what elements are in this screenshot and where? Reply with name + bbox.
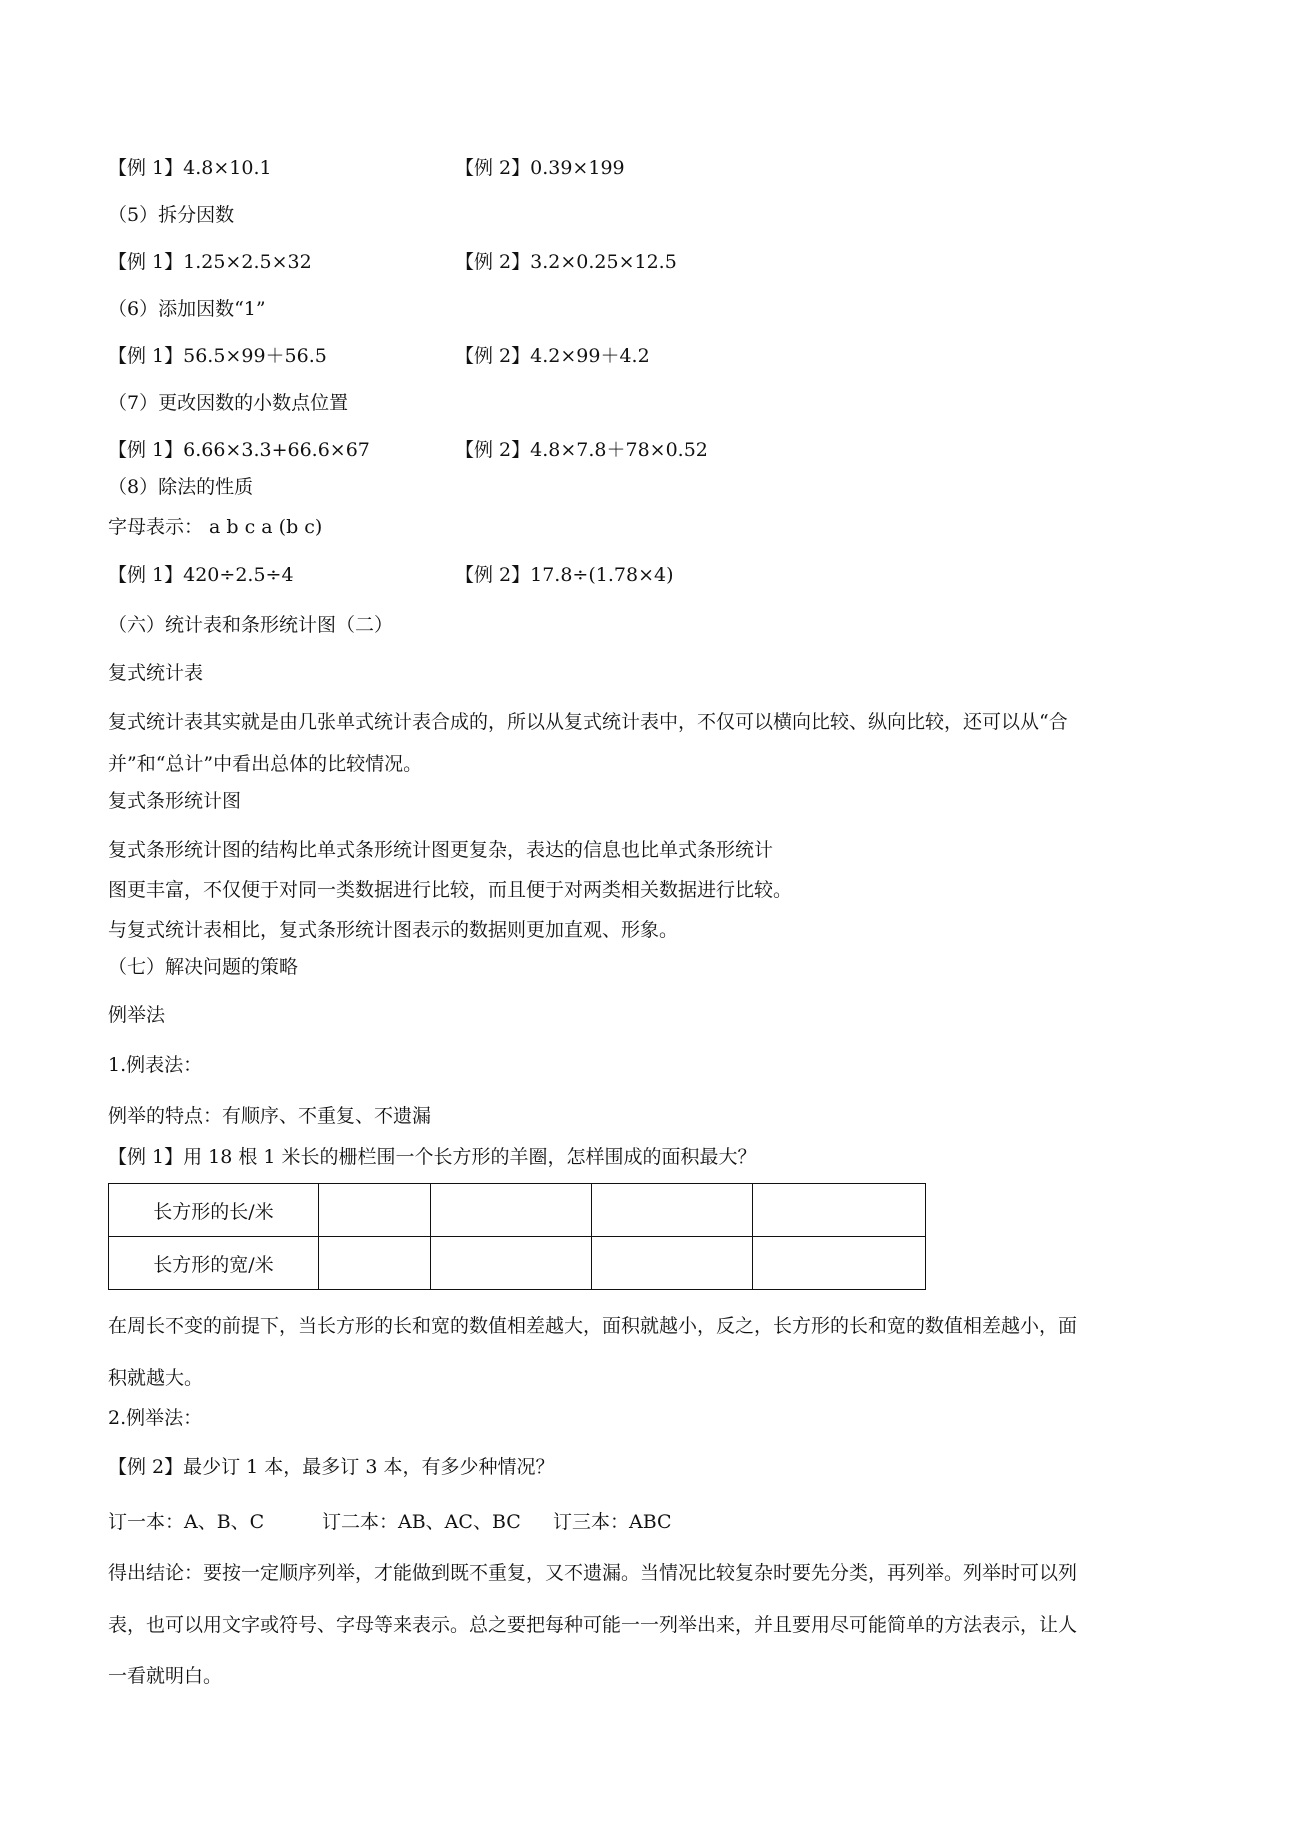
compound-table-para-line2: 并”和“总计”中看出总体的比较情况。 — [108, 753, 423, 775]
result-line3: 一看就明白。 — [108, 1665, 223, 1687]
section-seven-heading: （七）解决问题的策略 — [108, 956, 299, 978]
table-cell — [319, 1237, 431, 1290]
compound-bar-para-line3: 与复式统计表相比，复式条形统计图表示的数据则更加直观、形象。 — [108, 919, 679, 941]
compound-table-title: 复式统计表 — [108, 662, 204, 684]
heading-add-factor-one: （6）添加因数“1” — [108, 298, 266, 320]
heading-division-property: （8）除法的性质 — [108, 476, 254, 498]
table-row — [109, 1237, 926, 1290]
example-1-question: 【例 1】用 18 根 1 米长的栅栏围一个长方形的羊圈，怎样围成的面积最大？ — [108, 1146, 757, 1168]
compound-bar-chart-title: 复式条形统计图 — [108, 790, 242, 812]
rectangle-size-table — [108, 1183, 926, 1290]
letter-representation: 字母表示： a b c a (b c) — [108, 516, 323, 538]
example-2-division: 【例 2】17.8÷(1.78×4) — [455, 564, 674, 586]
enumeration-title: 例举法 — [108, 1004, 166, 1026]
result-line1: 得出结论：要按一定顺序列举，才能做到既不重复，又不遗漏。当情况比较复杂时要先分类，再列举。列举时可以列 — [108, 1562, 1078, 1584]
table-cell — [431, 1184, 592, 1237]
conclusion-line2: 积就越大。 — [108, 1367, 204, 1389]
table-cell — [592, 1184, 753, 1237]
example-2-decimal: 【例 2】4.8×7.8＋78×0.52 — [455, 439, 708, 461]
table-cell — [319, 1184, 431, 1237]
table-cell — [753, 1184, 926, 1237]
section-six-heading: （六）统计表和条形统计图（二） — [108, 614, 394, 636]
option-three-books: 订三本：ABC — [553, 1511, 672, 1533]
table-row — [109, 1184, 926, 1237]
option-one-book: 订一本：A、B、C — [108, 1511, 265, 1533]
example-2-question: 【例 2】最少订 1 本，最多订 3 本，有多少种情况？ — [108, 1456, 555, 1478]
table-cell — [753, 1237, 926, 1290]
table-cell — [592, 1237, 753, 1290]
conclusion-line1: 在周长不变的前提下，当长方形的长和宽的数值相差越大，面积就越小，反之，长方形的长和宽的数值相差越小，面 — [108, 1315, 1078, 1337]
table-cell — [431, 1237, 592, 1290]
compound-bar-para-line1: 复式条形统计图的结构比单式条形统计图更复杂，表达的信息也比单式条形统计 — [108, 839, 774, 861]
example-1-add-one: 【例 1】56.5×99＋56.5 — [108, 345, 327, 367]
compound-table-para-line1: 复式统计表其实就是由几张单式统计表合成的，所以从复式统计表中，不仅可以横向比较、纵向比较，还可以从“合 — [108, 711, 1068, 733]
method-one-heading: 1.例表法： — [108, 1054, 203, 1076]
example-1-division: 【例 1】420÷2.5÷4 — [108, 564, 294, 586]
heading-decimal-point: （7）更改因数的小数点位置 — [108, 392, 349, 414]
method-two-heading: 2.例举法： — [108, 1407, 203, 1429]
example-1-split: 【例 1】1.25×2.5×32 — [108, 251, 312, 273]
example-2-mult: 【例 2】0.39×199 — [455, 157, 625, 179]
example-2-split: 【例 2】3.2×0.25×12.5 — [455, 251, 677, 273]
example-1-mult: 【例 1】4.8×10.1 — [108, 157, 272, 179]
compound-bar-para-line2: 图更丰富，不仅便于对同一类数据进行比较，而且便于对两类相关数据进行比较。 — [108, 879, 793, 901]
table-row-header-length: 长方形的长/米 — [109, 1184, 319, 1237]
option-two-books: 订二本：AB、AC、BC — [322, 1511, 521, 1533]
example-1-decimal: 【例 1】6.66×3.3+66.6×67 — [108, 439, 370, 461]
example-2-add-one: 【例 2】4.2×99＋4.2 — [455, 345, 650, 367]
table-row-header-width: 长方形的宽/米 — [109, 1237, 319, 1290]
enumeration-features: 例举的特点：有顺序、不重复、不遗漏 — [108, 1105, 432, 1127]
result-line2: 表，也可以用文字或符号、字母等来表示。总之要把每种可能一一列举出来，并且要用尽可能简单的方法表示，让人 — [108, 1614, 1078, 1636]
heading-split-factors: （5）拆分因数 — [108, 204, 235, 226]
